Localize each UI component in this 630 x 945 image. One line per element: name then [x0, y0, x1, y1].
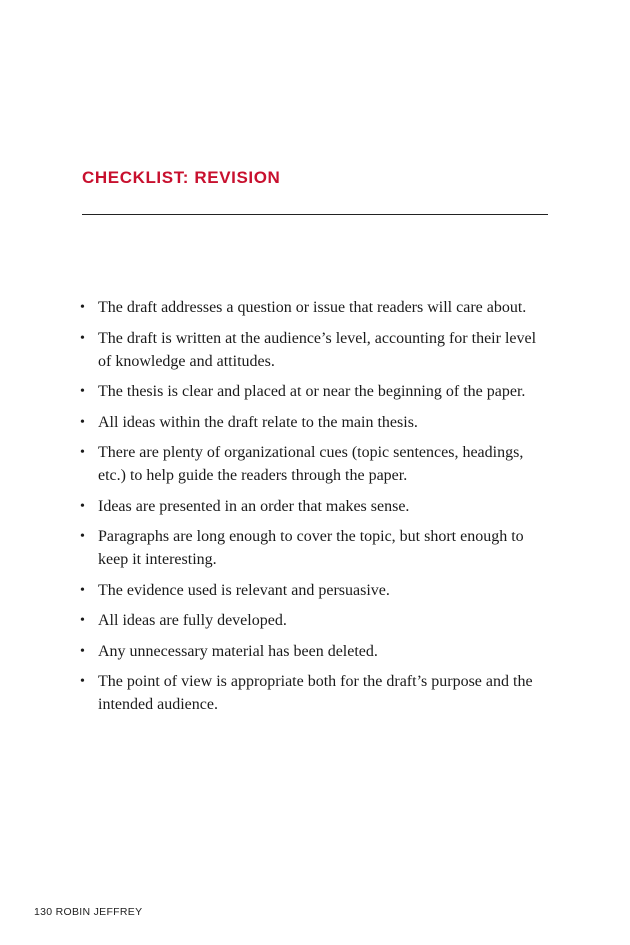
- list-item: [80, 441, 550, 487]
- list-item-text: The point of view is appropriate both for the draft’s purpose and the intended audience.: [98, 673, 533, 713]
- bullet-icon: •: [80, 384, 85, 399]
- revision-checklist: [80, 296, 550, 724]
- bullet-icon: •: [80, 643, 85, 659]
- list-item: [80, 579, 550, 602]
- list-item-text: Any unnecessary material has been deleted.: [98, 642, 378, 660]
- list-item-text: Ideas are presented in an order that makes sense.: [98, 497, 410, 515]
- list-item-text: All ideas within the draft relate to the main thesis.: [98, 413, 418, 431]
- list-item: [80, 296, 550, 319]
- list-item: [80, 380, 550, 403]
- list-item-text: The draft is written at the audience’s level, accounting for their level of knowledge and attitudes.: [98, 329, 537, 370]
- bullet-icon: •: [80, 529, 85, 544]
- list-item-text: All ideas are fully developed.: [98, 612, 287, 629]
- list-item-text: There are plenty of organizational cues (topic sentences, headings, etc.) to help guide the readers through the paper.: [98, 444, 524, 484]
- list-item-text: The evidence used is relevant and persuasive.: [98, 581, 390, 599]
- heading-divider: [82, 214, 548, 215]
- list-item: [80, 411, 550, 434]
- bullet-icon: •: [80, 330, 85, 346]
- list-item-text: The thesis is clear and placed at or near the beginning of the paper.: [98, 383, 526, 400]
- page-footer: 130 ROBIN JEFFREY: [34, 906, 143, 918]
- bullet-icon: •: [80, 674, 85, 689]
- bullet-icon: •: [80, 300, 85, 315]
- bullet-icon: •: [80, 498, 85, 514]
- list-item: [80, 670, 550, 716]
- section-heading: CHECKLIST: REVISION: [82, 168, 281, 187]
- list-item-text: The draft addresses a question or issue that readers will care about.: [98, 299, 527, 316]
- list-item: [80, 327, 550, 373]
- list-item: [80, 609, 550, 632]
- list-item: [80, 525, 550, 571]
- bullet-icon: •: [80, 582, 85, 598]
- bullet-icon: •: [80, 613, 85, 628]
- bullet-icon: •: [80, 445, 85, 460]
- bullet-icon: •: [80, 414, 85, 430]
- list-item: [80, 640, 550, 663]
- list-item: [80, 495, 550, 518]
- list-item-text: Paragraphs are long enough to cover the topic, but short enough to keep it interesting.: [98, 528, 524, 568]
